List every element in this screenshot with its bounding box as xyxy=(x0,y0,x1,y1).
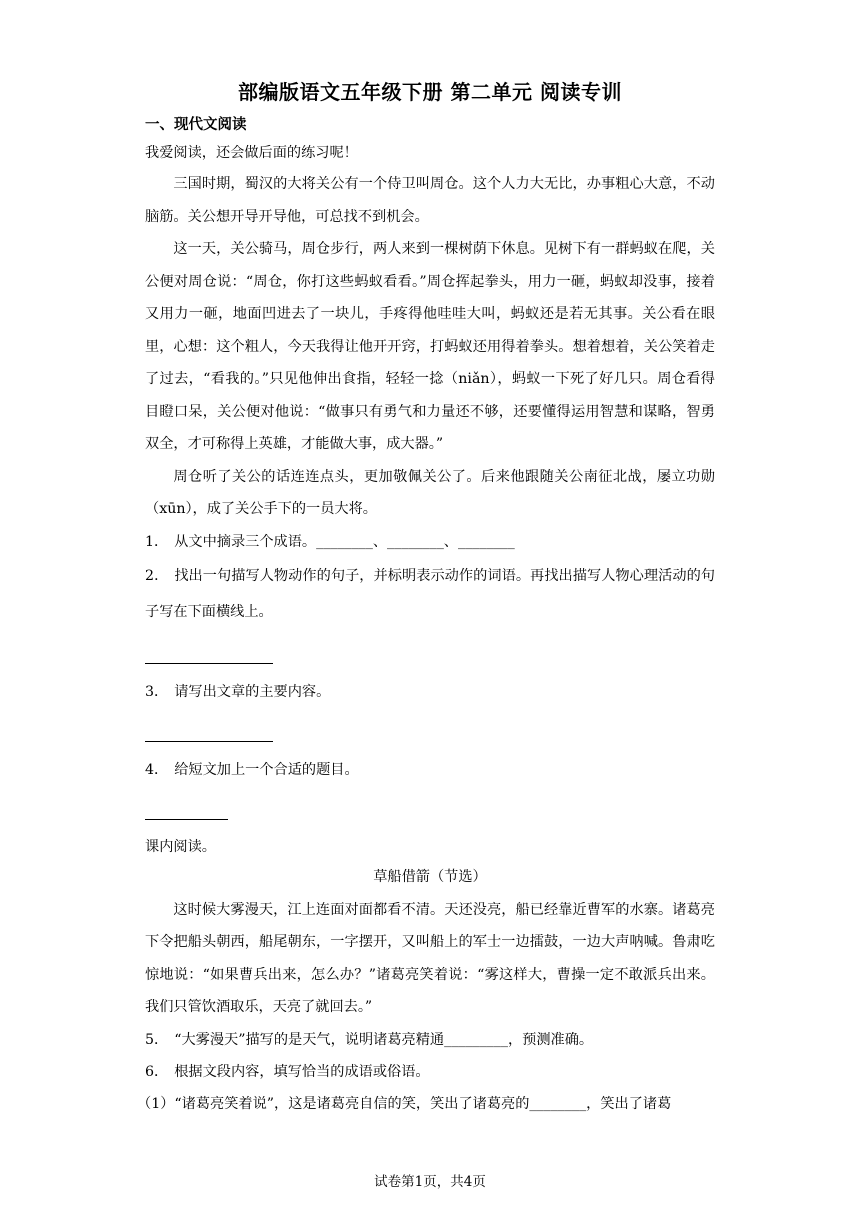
question-text: 找出一句描写人物动作的句子，并标明表示动作的词语。再找出描写人物心理活动的句子写在下面横线上。 xyxy=(145,567,715,620)
question-text: 请写出文章的主要内容。 xyxy=(174,683,331,700)
section-heading-modern-reading: 一、现代文阅读 xyxy=(145,117,247,133)
question-text: “大雾漫天”描写的是天气，说明诸葛亮精通_________，预测准确。 xyxy=(174,1031,594,1048)
answer-line[interactable] xyxy=(145,740,273,742)
page-title: 部编版语文五年级下册 第二单元 阅读专训 xyxy=(238,80,622,104)
question-text: “诸葛亮笑着说”，这是诸葛亮自信的笑，笑出了诸葛亮的________，笑出了诸葛 xyxy=(174,1095,672,1112)
answer-area-4[interactable] xyxy=(145,786,715,832)
question-6 xyxy=(145,1056,715,1088)
question-4 xyxy=(145,754,715,786)
passage-paragraph-3: 周仓听了关公的话连连点头，更加敬佩关公了。后来他跟随关公南征北战，屡立功勋（xūn），成了关公手下的一员大将。 xyxy=(145,468,715,517)
page-footer: 试卷第1页，共4页 xyxy=(374,1174,486,1190)
answer-area-2[interactable] xyxy=(145,630,715,676)
section-intro: 我爱阅读，还会做后面的练习呢！ xyxy=(145,145,358,161)
passage-subtitle: 草船借箭（节选） xyxy=(373,868,487,885)
question-number: 1． xyxy=(145,533,169,550)
question-text: 从文中摘录三个成语。________、________、________ xyxy=(174,533,515,550)
passage-paragraph-2: 这一天，关公骑马，周仓步行，两人来到一棵树荫下休息。见树下有一群蚂蚁在爬，关公便对周仓说：“周仓，你打这些蚂蚁看看。”周仓挥起拳头，用力一砸，蚂蚁却没事，接着又用力一砸，地面凹进去了一块儿，手疼得他哇哇大叫，蚂蚁还是若无其事。关公看在眼里，心想：这个粗人，今天我得让他开开窍，打蚂蚁还用得着拳头。想着想着，关公笑着走了过去，“看我的。”只见他伸出食指，轻轻一捻（niǎn），蚂蚁一下死了好几只。周仓看得目瞪口呆，关公便对他说：“做事只有勇气和力量还不够，还要懂得运用智慧和谋略，智勇双全，才可称得上英雄，才能做大事，成大器。” xyxy=(145,241,715,452)
passage-paragraph-1: 三国时期，蜀汉的大将关公有一个侍卫叫周仓。这个人力大无比，办事粗心大意，不动脑筋。关公想开导开导他，可总找不到机会。 xyxy=(145,176,715,225)
question-6-1 xyxy=(137,1088,715,1120)
answer-area-3[interactable] xyxy=(145,708,715,754)
question-1 xyxy=(145,526,715,558)
passage2-paragraph: 这时候大雾漫天，江上连面对面都看不清。天还没亮，船已经靠近曹军的水寨。诸葛亮下令把船头朝西，船尾朝东，一字摆开，又叫船上的军士一边擂鼓，一边大声呐喊。鲁肃吃惊地说：“如果曹兵出来，怎么办？”诸葛亮笑着说：“雾这样大，曹操一定不敢派兵出来。我们只管饮酒取乐，天亮了就回去。” xyxy=(145,901,715,1015)
question-number: 2． xyxy=(145,567,169,584)
answer-line[interactable] xyxy=(145,662,273,664)
question-2 xyxy=(145,558,715,630)
question-5 xyxy=(145,1024,715,1056)
question-number: 3． xyxy=(145,683,169,700)
question-number: 6． xyxy=(145,1063,169,1080)
section2-intro: 课内阅读。 xyxy=(145,838,216,855)
answer-line[interactable] xyxy=(145,818,228,820)
question-number: 4． xyxy=(145,761,169,778)
question-number: （1） xyxy=(137,1095,175,1112)
question-text: 给短文加上一个合适的题目。 xyxy=(174,761,359,778)
question-number: 5． xyxy=(145,1031,169,1048)
question-3 xyxy=(145,676,715,708)
content-area xyxy=(137,112,715,1120)
question-text: 根据文段内容，填写恰当的成语或俗语。 xyxy=(174,1063,430,1080)
